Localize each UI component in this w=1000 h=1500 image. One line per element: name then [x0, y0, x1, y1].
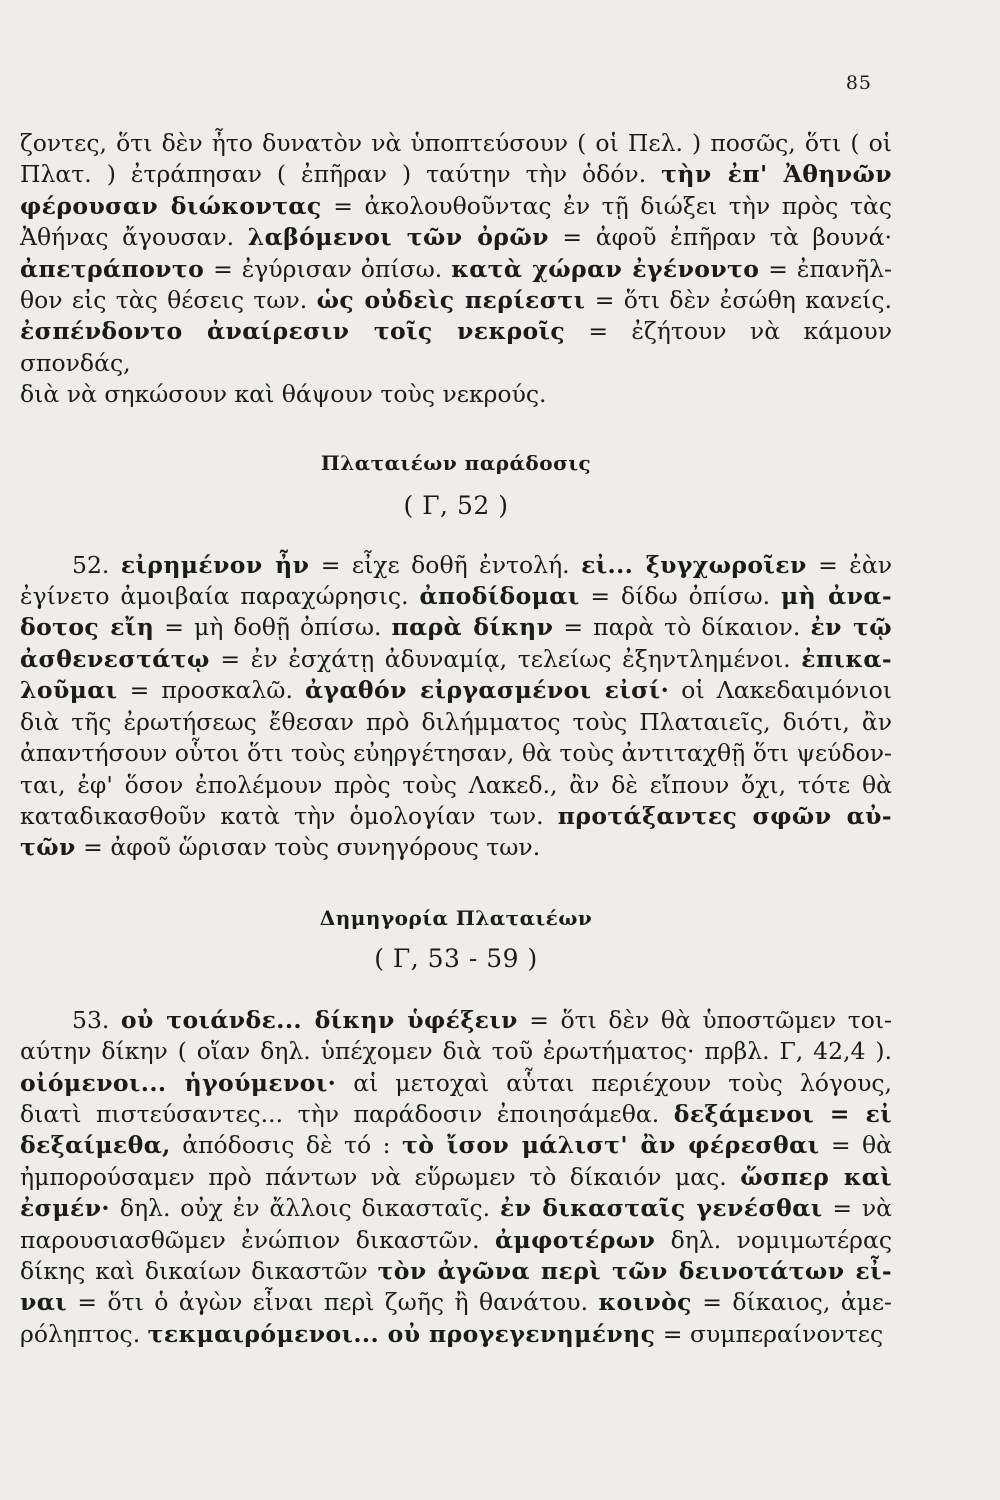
- bold-lemma: τῶν: [20, 833, 76, 862]
- bold-lemma: ἐν δικασταῖς γενέσθαι: [499, 1194, 823, 1223]
- text-line: [20, 675, 892, 706]
- gloss-text: δηλ. νομιμωτέρας: [655, 1225, 892, 1254]
- bold-lemma: εἰρημένον ἦν: [120, 550, 310, 579]
- gloss-text: = ἐὰν: [806, 550, 893, 579]
- gloss-text: = ἐζήτουν νὰ κάμουν σπονδάς,: [20, 317, 892, 377]
- bold-lemma: εἰ... ξυγχωροῖεν: [581, 550, 807, 579]
- bold-lemma: ἐν τῷ: [810, 613, 892, 642]
- gloss-text: καταδικασθοῦν κατὰ τὴν ὁμολογίαν των.: [20, 801, 558, 830]
- gloss-text: θον εἰς τὰς θέσεις των.: [20, 286, 317, 315]
- bold-lemma: ἀπετράποντο: [20, 254, 205, 283]
- bold-lemma: λοῦμαι: [20, 676, 118, 705]
- gloss-text: = ἐγύρισαν ὀπίσω.: [204, 254, 452, 283]
- gloss-text: Πλατ. ) ἐτράπησαν ( ἐπῆραν ) ταύτην τὴν ὁδόν.: [20, 160, 662, 189]
- bold-lemma: ἀγαθόν εἰργασμένοι εἰσί·: [305, 676, 670, 705]
- text-line: [20, 1099, 892, 1130]
- gloss-text: = ἀφοῦ ὥρισαν τοὺς συνηγόρους των.: [75, 833, 541, 862]
- bold-lemma: δοτος εἴη: [20, 613, 155, 642]
- bold-lemma: φέρουσαν διώκοντας: [20, 191, 322, 220]
- text-line: [20, 1005, 892, 1036]
- gloss-text: = ἐπανῆλ-: [759, 254, 892, 283]
- bold-lemma: ἀμφοτέρων: [495, 1225, 656, 1254]
- gloss-text: ἀπαντήσουν οὗτοι ὅτι τοὺς εὐηργέτησαν, θὰ τοὺς ἀντιταχθῇ ὅτι ψεύδον-: [20, 739, 892, 768]
- bold-lemma: τὴν ἐπ' Ἀθηνῶν: [661, 160, 892, 189]
- bold-lemma: ἐπικα-: [801, 644, 892, 673]
- gloss-text: ζοντες, ὅτι δὲν ἦτο δυνατὸν νὰ ὑποπτεύσουν ( οἱ Πελ. ) ποσῶς, ὅτι ( οἱ: [20, 129, 892, 157]
- page-content: [20, 128, 892, 1350]
- bold-lemma: ἀσθενεστάτῳ: [20, 644, 210, 673]
- bold-lemma: κοινὸς: [598, 1288, 692, 1317]
- text-line: [20, 581, 892, 612]
- section-heading-plataieon-paradosis: Πλαταιέων παράδοσις: [320, 450, 592, 475]
- gloss-text: διατὶ πιστεύσαντες... τὴν παράδοσιν ἐποιησάμεθα.: [20, 1099, 674, 1128]
- bold-lemma: ἀποδίδομαι: [419, 582, 580, 611]
- gloss-text: = ἀφοῦ ἐπῆραν τὰ βουνά·: [548, 223, 892, 252]
- bold-lemma: λαβόμενοι τῶν ὀρῶν: [247, 223, 549, 252]
- bold-lemma: παρὰ δίκην: [391, 613, 554, 642]
- gloss-text: = ὅτι ὁ ἀγὼν εἶναι περὶ ζωῆς ἢ θανάτου.: [66, 1288, 599, 1317]
- text-line: [20, 832, 892, 863]
- gloss-text: = ἀκολουθοῦντας ἐν τῇ διώξει τὴν πρὸς τὰς: [321, 191, 892, 220]
- text-line: [20, 612, 892, 643]
- gloss-text: = παρὰ τὸ δίκαιον.: [553, 613, 811, 642]
- section-reference-g52: ( Γ, 52 ): [403, 490, 509, 520]
- bold-lemma: ἐσμέν·: [20, 1194, 110, 1223]
- bold-lemma: ἐσπένδοντο ἀναίρεσιν τοῖς νεκροῖς: [20, 317, 566, 346]
- bold-lemma: μὴ ἀνα-: [781, 582, 892, 611]
- gloss-text: αύτην δίκην ( οἵαν δηλ. ὑπέχομεν διὰ τοῦ ἐρωτήματος· πρβλ. Γ, 42,4 ).: [20, 1037, 892, 1066]
- text-line: [20, 222, 892, 253]
- text-line: [20, 254, 892, 285]
- text-line: [20, 285, 892, 316]
- gloss-text: = συμπεραίνοντες: [655, 1319, 884, 1348]
- text-line: [20, 550, 892, 581]
- text-line: [20, 1193, 892, 1224]
- gloss-text: οἱ Λακεδαιμόνιοι: [669, 676, 892, 705]
- text-line: [20, 644, 892, 675]
- gloss-text: παρουσιασθῶμεν ἐνώπιον δικαστῶν.: [20, 1225, 495, 1254]
- text-line: [20, 1225, 892, 1256]
- text-line: [20, 379, 892, 410]
- bold-lemma: προτάξαντες σφῶν αὐ-: [557, 801, 893, 830]
- text-line: [20, 1319, 892, 1350]
- gloss-text: = ἐν ἐσχάτῃ ἀδυναμίᾳ, τελείως ἐξηντλημένοι.: [209, 644, 802, 673]
- text-line: [20, 1068, 892, 1099]
- text-line: [20, 316, 892, 379]
- gloss-text: = νὰ: [822, 1194, 893, 1223]
- gloss-text: = θὰ: [819, 1131, 892, 1160]
- gloss-text: ἀπόδοσις δὲ τό :: [170, 1131, 403, 1160]
- gloss-text: διὰ τῆς ἐρωτήσεως ἔθεσαν πρὸ διλήμματος τοὺς Πλαταιεῖς, διότι, ἂν: [20, 707, 892, 736]
- gloss-text: = δίκαιος, ἀμε-: [691, 1288, 892, 1317]
- bold-lemma: τὸν ἀγῶνα περὶ τῶν δεινοτάτων εἶ-: [377, 1256, 893, 1285]
- bold-lemma: δεξαίμεθα,: [20, 1131, 171, 1160]
- bold-lemma: δεξάμενοι = εἰ: [673, 1099, 892, 1128]
- bold-lemma: ὥσπερ καὶ: [740, 1162, 892, 1191]
- gloss-text: 52.: [72, 550, 121, 579]
- gloss-text: = εἶχε δοθῆ ἐντολή.: [309, 550, 582, 579]
- text-line: [20, 707, 892, 738]
- bold-lemma: οἰόμενοι... ἡγούμενοι·: [20, 1068, 337, 1097]
- gloss-text: Ἀθήνας ἄγουσαν.: [20, 223, 248, 252]
- bold-lemma: τεκμαιρόμενοι... οὐ προγεγενημένης: [147, 1319, 656, 1348]
- gloss-text: διὰ νὰ σηκώσουν καὶ θάψουν τοὺς νεκρούς.: [20, 380, 547, 409]
- text-line: [20, 1130, 892, 1161]
- text-line: [20, 1287, 892, 1318]
- commentary-block-53: [20, 1005, 892, 1350]
- commentary-block-1: [20, 128, 892, 411]
- text-line: [20, 738, 892, 769]
- bold-lemma: ναι: [20, 1288, 67, 1317]
- text-line: [20, 801, 892, 832]
- gloss-text: ἐγίνετο ἀμοιβαία παραχώρησις.: [20, 582, 420, 611]
- gloss-text: 53.: [72, 1005, 121, 1034]
- gloss-text: ται, ἐφ' ὅσον ἐπολέμουν πρὸς τοὺς Λακεδ., ἂν δὲ εἴπουν ὄχι, τότε θὰ: [20, 770, 892, 799]
- gloss-text: δίκης καὶ δικαίων δικαστῶν: [20, 1256, 378, 1285]
- bold-lemma: ὡς οὐδεὶς περίεστι: [316, 286, 586, 315]
- text-line: [20, 159, 892, 190]
- gloss-text: = ὅτι δὲν ἐσώθη κανείς.: [585, 286, 892, 315]
- gloss-text: αἱ μετοχαὶ αὗται περιέχουν τοὺς λόγους,: [336, 1068, 892, 1097]
- text-line: [20, 1256, 892, 1287]
- bold-lemma: οὐ τοιάνδε... δίκην ὑφέξειν: [120, 1005, 518, 1034]
- text-line: [20, 1036, 892, 1067]
- gloss-text: δηλ. οὐχ ἐν ἄλλοις δικασταῖς.: [110, 1194, 500, 1223]
- text-line: [20, 128, 892, 159]
- section-reference-g53-59: ( Γ, 53 - 59 ): [374, 943, 538, 973]
- gloss-text: = ὅτι δὲν θὰ ὑποστῶμεν τοι-: [517, 1005, 892, 1034]
- gloss-text: ἠμπορούσαμεν πρὸ πάντων νὰ εὕρωμεν τὸ δίκαιόν μας.: [20, 1162, 741, 1191]
- gloss-text: = δίδω ὀπίσω.: [579, 582, 782, 611]
- bold-lemma: τὸ ἴσον μάλιστ' ἂν φέρεσθαι: [402, 1131, 820, 1160]
- gloss-text: = μὴ δοθῇ ὀπίσω.: [154, 613, 392, 642]
- text-line: [20, 191, 892, 222]
- gloss-text: ρόληπτος.: [20, 1319, 148, 1348]
- bold-lemma: κατὰ χώραν ἐγένοντο: [451, 254, 760, 283]
- gloss-text: = προσκαλῶ.: [117, 676, 306, 705]
- section-heading-dimigoria-plataieon: Δημηγορία Πλαταιέων: [319, 905, 593, 930]
- page-number: 85: [845, 72, 872, 94]
- text-line: [20, 770, 892, 801]
- text-line: [20, 1162, 892, 1193]
- commentary-block-52: [20, 550, 892, 864]
